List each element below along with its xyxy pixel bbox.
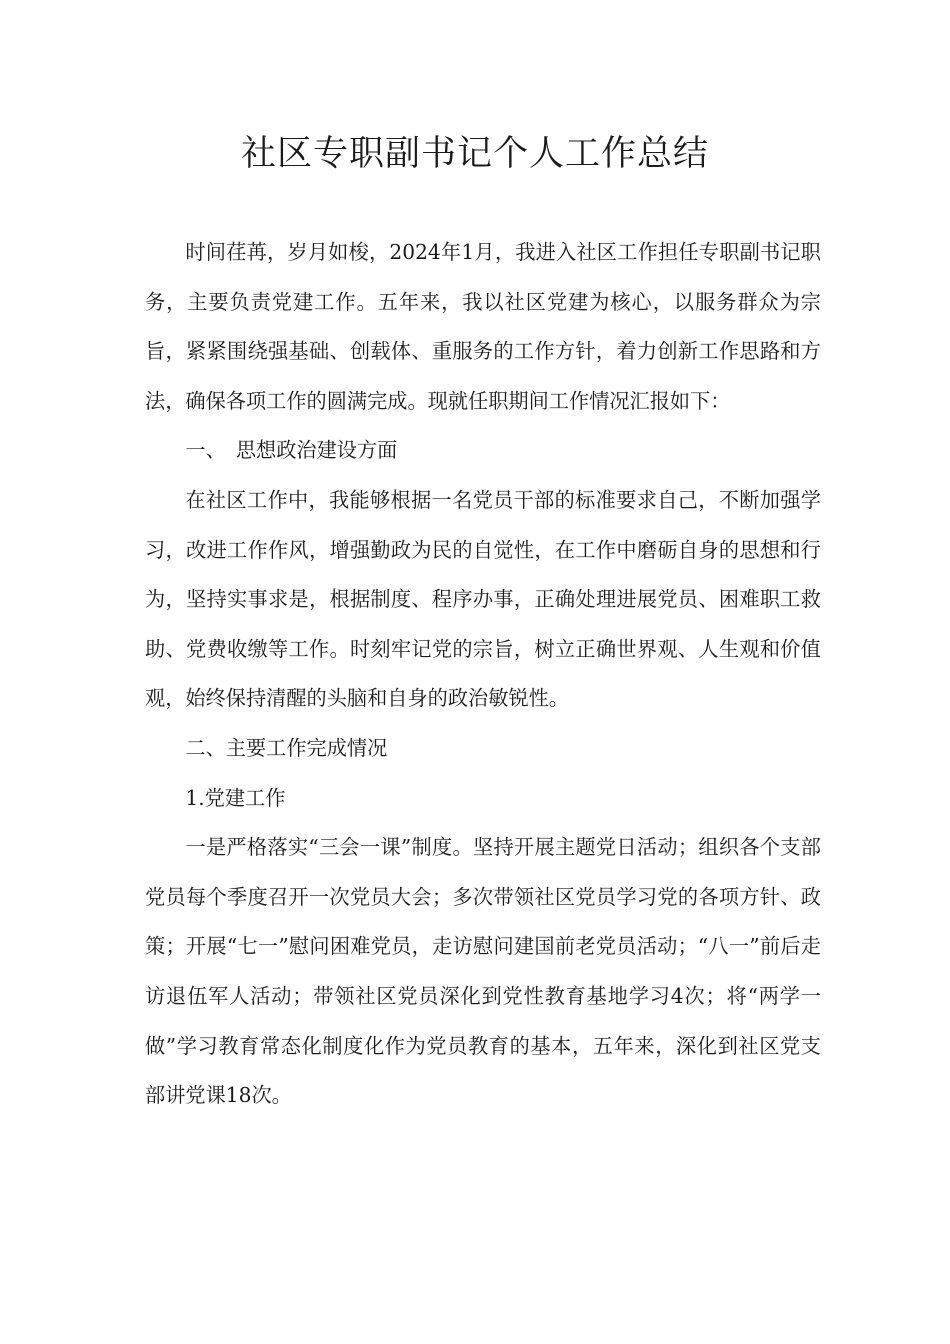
paragraph-party-building: 一是严格落实“三会一课”制度。坚持开展主题党日活动；组织各个支部党员每个季度召开一次党员大会；多次带领社区党员学习党的各项方针、政策；开展“七一”慰问困难党员，走访慰问建国前老党员活动；“八一”前后走访退伍军人活动；带领社区党员深化到党性教育基地学习4次；将“两学一做”学习教育常态化制度化作为党员教育的基本，五年来，深化到社区党支部讲党课18次。 xyxy=(145,835,821,1108)
section-heading-2: 二、主要工作完成情况 xyxy=(185,735,388,760)
paragraph-political: 在社区工作中，我能够根据一名党员干部的标准要求自己，不断加强学习，改进工作作风，增强勤政为民的自觉性，在工作中磨砺自身的思想和行为，坚持实事求是，根据制度、程序办事，正确处理进展党员、困难职工救助、党费收缴等工作。时刻牢记党的宗旨，树立正确世界观、人生观和价值观，始终保持清醒的头脑和自身的政治敏锐性。 xyxy=(145,487,821,711)
paragraph-intro: 时间荏苒，岁月如梭，2024年1月，我进入社区工作担任专职副书记职务，主要负责党建工作。五年来，我以社区党建为核心，以服务群众为宗旨，紧紧围绕强基础、创载体、重服务的工作方针，着力创新工作思路和方法，确保各项工作的圆满完成。现就任职期间工作情况汇报如下： xyxy=(145,240,821,413)
section-heading-1: 一、 思想政治建设方面 xyxy=(185,438,398,463)
document-body xyxy=(145,228,821,1121)
subsection-heading-party-building: 1.党建工作 xyxy=(185,785,286,810)
document-title: 社区专职副书记个人工作总结 xyxy=(240,134,709,174)
